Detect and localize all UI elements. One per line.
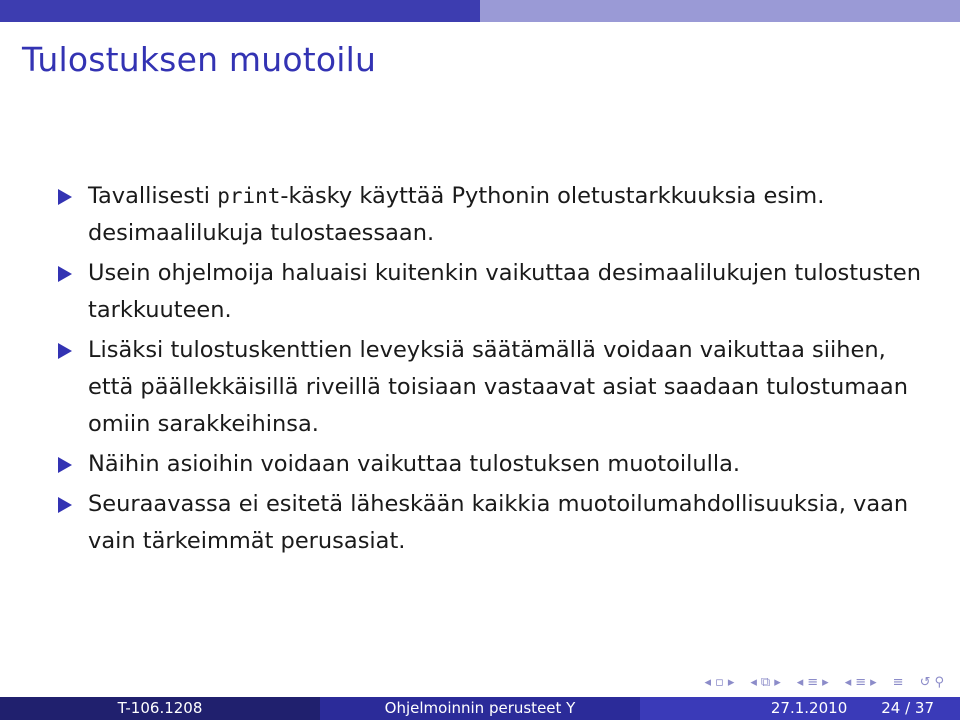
footer-page-number: 24 / 37	[881, 699, 934, 717]
bullet-triangle-icon	[58, 457, 72, 473]
presentation-icon[interactable]: ≡	[855, 674, 867, 690]
bullet-text: Usein ohjelmoija haluaisi kuitenkin vaikuttaa desimaalilukujen tulostusten tarkkuuteen.	[88, 260, 921, 323]
bullet-item	[58, 255, 938, 329]
header-progress-bar	[0, 0, 960, 22]
slide-title: Tulostuksen muotoilu	[22, 40, 377, 79]
footer-date-page	[640, 697, 960, 720]
bullet-triangle-icon	[58, 266, 72, 282]
align-icon[interactable]: ≡	[892, 674, 904, 690]
arrow-right-icon[interactable]: ▸	[822, 674, 829, 690]
bullet-text-pre: Tavallisesti	[88, 183, 218, 209]
arrow-left-icon[interactable]: ◂	[844, 674, 852, 690]
bullet-triangle-icon	[58, 497, 72, 513]
subsection-icon[interactable]: ⧉	[760, 674, 771, 690]
navigation-symbols	[704, 672, 944, 692]
frame-icon[interactable]: ▫	[715, 674, 724, 690]
bullet-triangle-icon	[58, 189, 72, 205]
bullet-item	[58, 178, 938, 252]
bullet-text: Seuraavassa ei esitetä läheskään kaikkia muotoilumahdollisuuksia, vaan vain tärkeimmät perusasiat.	[88, 491, 909, 554]
bullet-item	[58, 486, 938, 560]
search-back-icon[interactable]: ↺	[919, 674, 931, 690]
arrow-left-icon[interactable]: ◂	[750, 674, 757, 690]
bullet-item	[58, 332, 938, 443]
footer-course-name: Ohjelmoinnin perusteet Y	[320, 697, 640, 720]
footer-date: 27.1.2010	[770, 699, 848, 717]
arrow-left-icon[interactable]: ◂	[796, 674, 804, 690]
bullet-item	[58, 446, 938, 483]
progress-remaining	[480, 0, 960, 22]
footer-bar	[0, 697, 960, 720]
section-icon[interactable]: ≡	[807, 674, 819, 690]
progress-filled	[0, 0, 480, 22]
bullet-text-post: -käsky käyttää Pythonin oletustarkkuuksia esim. desimaalilukuja tulostaessaan.	[88, 183, 825, 246]
bullet-list	[58, 178, 938, 563]
bullet-triangle-icon	[58, 343, 72, 359]
arrow-right-icon[interactable]: ▸	[727, 674, 735, 690]
footer-course-code: T-106.1208	[0, 697, 320, 720]
arrow-left-icon[interactable]: ◂	[704, 674, 712, 690]
arrow-right-icon[interactable]: ▸	[774, 674, 781, 690]
arrow-right-icon[interactable]: ▸	[870, 674, 877, 690]
bullet-text: Näihin asioihin voidaan vaikuttaa tulostuksen muotoilulla.	[88, 451, 741, 477]
bullet-code: print	[217, 184, 281, 208]
bullet-text: Lisäksi tulostuskenttien leveyksiä säätämällä voidaan vaikuttaa siihen, että päällekkäisillä riveillä toisiaan vastaavat asiat saadaan tulostumaan omiin sarakkeihinsa.	[88, 337, 908, 437]
search-icon[interactable]: ⚲	[934, 674, 944, 690]
